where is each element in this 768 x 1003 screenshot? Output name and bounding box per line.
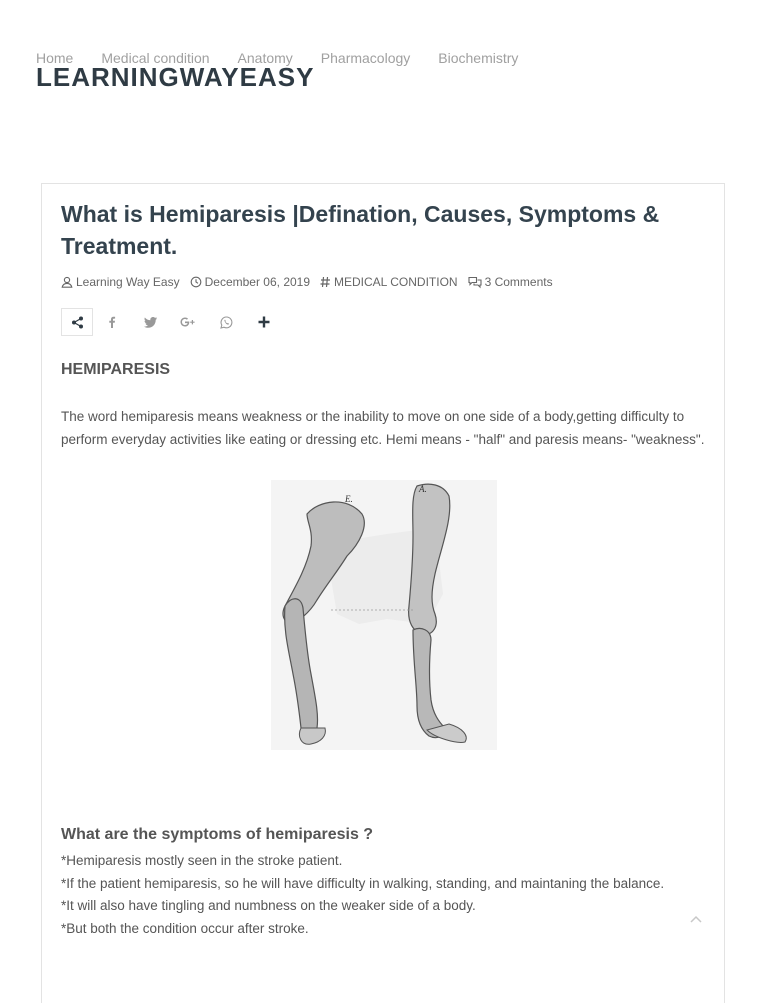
twitter-icon	[144, 317, 157, 328]
share-button[interactable]	[61, 308, 93, 336]
hashtag-icon	[320, 276, 331, 288]
google-plus-icon	[180, 317, 196, 328]
list-item: *It will also have tingling and numbness on the weaker side of a body.	[61, 898, 476, 913]
post-title: What is Hemiparesis |Defination, Causes, Symptoms & Treatment.	[61, 201, 660, 259]
list-item: *Hemiparesis mostly seen in the stroke patient.	[61, 853, 343, 868]
post-meta	[61, 275, 563, 289]
meta-author-text: Learning Way Easy	[76, 275, 180, 289]
intro-paragraph: The word hemiparesis means weakness or the inability to move on one side of a body,getting difficulty to perform everyday activities like eating or dressing etc. Hemi means - "half" and paresis means- "weakness".	[61, 409, 705, 447]
whatsapp-share-button[interactable]	[207, 308, 245, 336]
plus-icon	[258, 316, 270, 328]
user-icon	[61, 276, 73, 288]
nav-biochemistry[interactable]: Biochemistry	[438, 50, 519, 66]
section-heading: HEMIPARESIS	[61, 361, 171, 378]
symptoms-heading: What are the symptoms of hemiparesis ?	[61, 826, 374, 843]
list-item: *But both the condition occur after stroke.	[61, 920, 309, 936]
google-plus-share-button[interactable]	[169, 308, 207, 336]
meta-category-text: MEDICAL CONDITION	[334, 275, 458, 289]
meta-category[interactable]	[320, 275, 458, 289]
site-logo-text: LEARNINGWAYEASY	[36, 62, 315, 92]
nav-anatomy[interactable]: Anatomy	[237, 50, 293, 66]
facebook-icon	[108, 316, 116, 328]
symptoms-list	[61, 850, 711, 940]
whatsapp-icon	[220, 316, 233, 329]
chevron-up-icon	[691, 917, 701, 922]
share-icon	[71, 316, 84, 329]
list-item: *If the patient hemiparesis, so he will have difficulty in walking, standing, and maintaning the balance.	[61, 875, 665, 891]
twitter-share-button[interactable]	[131, 308, 169, 336]
meta-comments-text: 3 Comments	[484, 275, 553, 289]
meta-author[interactable]	[61, 275, 180, 289]
figure-label-left: E.	[345, 494, 353, 504]
nav-home[interactable]: Home	[36, 50, 74, 66]
nav-pharmacology[interactable]: Pharmacology	[320, 50, 411, 66]
meta-date-text: December 06, 2019	[204, 275, 311, 289]
hemiparesis-legs-illustration	[267, 474, 503, 780]
figure-label-right: A.	[419, 484, 427, 494]
facebook-share-button[interactable]	[93, 308, 131, 336]
more-share-button[interactable]	[245, 308, 283, 336]
clock-icon	[190, 276, 202, 288]
meta-comments[interactable]	[468, 275, 553, 289]
nav-medical-condition[interactable]: Medical condition	[101, 50, 210, 66]
meta-date	[190, 275, 310, 289]
share-bar	[61, 308, 283, 336]
comments-icon	[468, 276, 482, 288]
site-logo[interactable]	[36, 62, 315, 92]
back-to-top-button[interactable]	[688, 911, 704, 927]
